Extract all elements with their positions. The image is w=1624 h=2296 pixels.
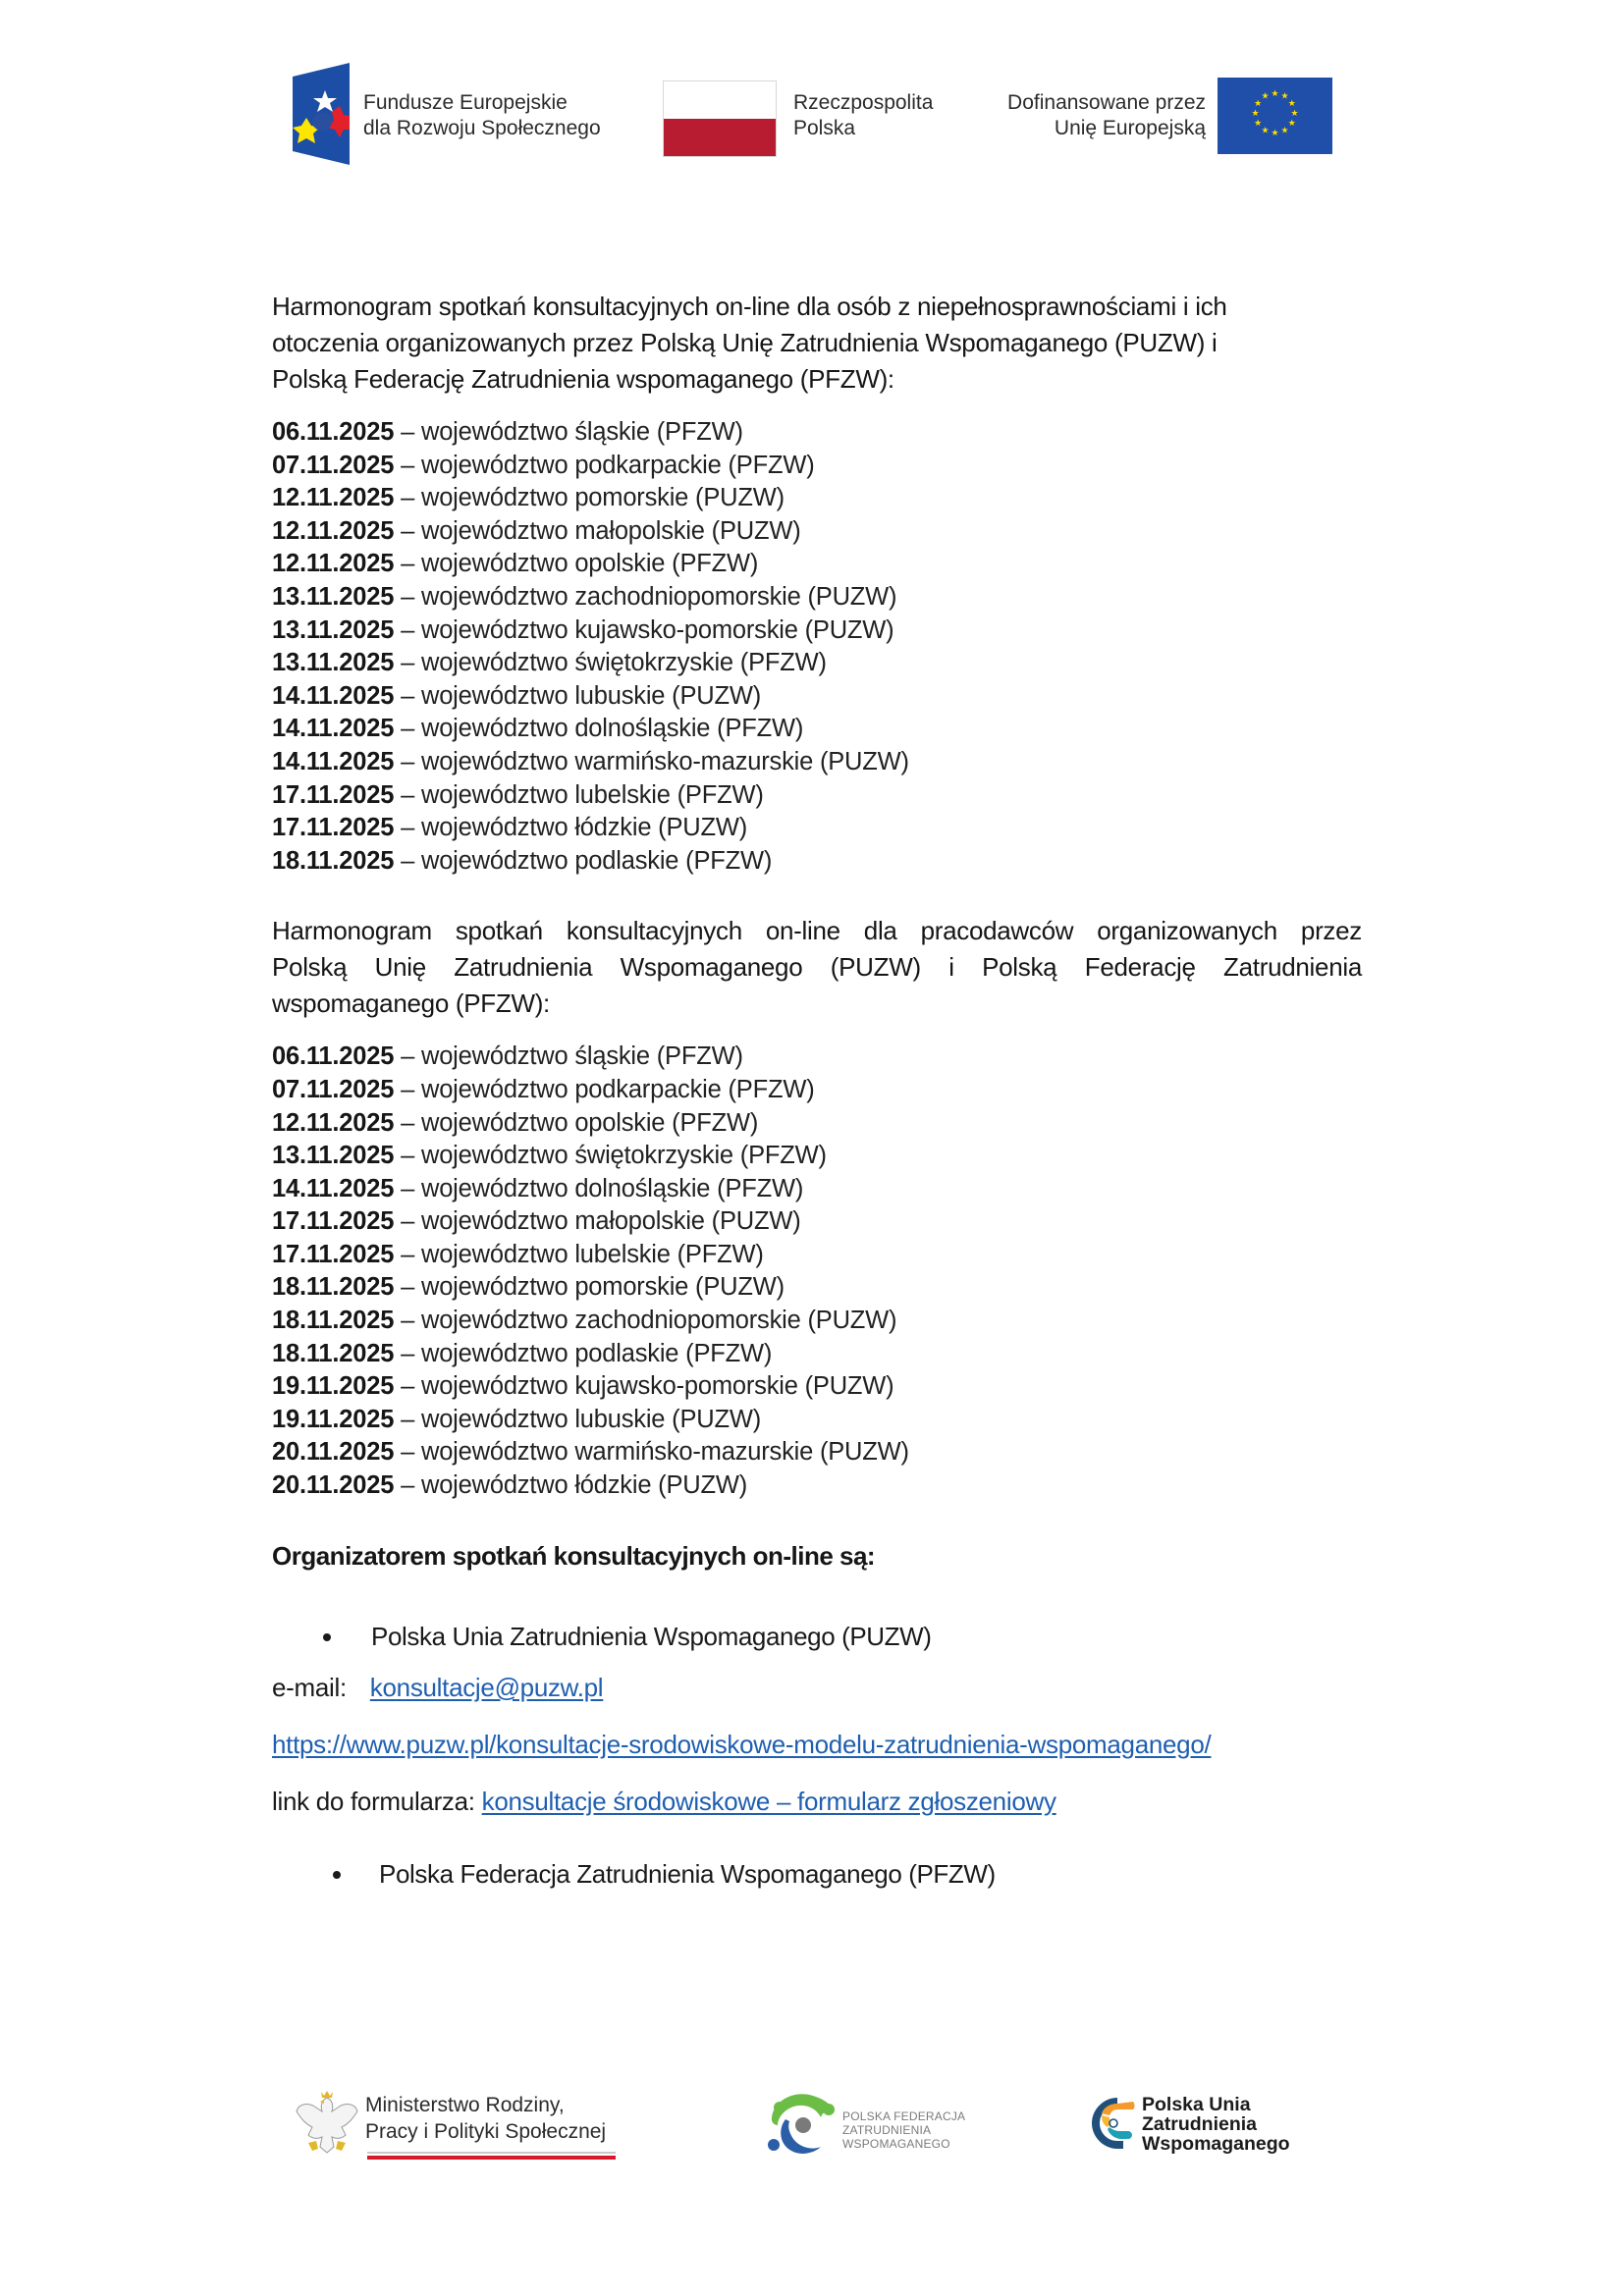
schedule-row: 06.11.2025 – województwo śląskie (PFZW) (272, 418, 743, 446)
svg-text:★: ★ (1280, 126, 1289, 136)
organizer-pfzw-name: Polska Federacja Zatrudnienia Wspomaganego (PFZW) (379, 1858, 996, 1889)
svg-text:★: ★ (1271, 89, 1279, 99)
schedule-row: 13.11.2025 – województwo świętokrzyskie (PFZW) (272, 649, 827, 677)
puzw-logo-icon (1090, 2096, 1141, 2151)
eu-cofinanced-text: Dofinansowane przez Unię Europejską (1007, 91, 1206, 139)
bullet-icon (323, 1633, 331, 1641)
bullet-icon (333, 1871, 341, 1879)
puzw-website-link[interactable]: https://www.puzw.pl/konsultacje-srodowiskowe-modelu-zatrudnienia-wspomaganego/ (272, 1729, 1212, 1759)
schedule-row: 07.11.2025 – województwo podkarpackie (PFZW) (272, 1075, 815, 1103)
organizer-pfzw-bullet (272, 1856, 1362, 1892)
schedule-row: 19.11.2025 – województwo kujawsko-pomorskie (PUZW) (272, 1372, 894, 1401)
svg-text:★: ★ (1290, 109, 1299, 119)
pfzw-logo-icon (764, 2090, 837, 2159)
svg-text:★: ★ (1251, 109, 1260, 119)
email-link[interactable]: konsultacje@puzw.pl (369, 1672, 604, 1702)
rzeczpospolita-polska-text: Rzeczpospolita Polska (793, 91, 934, 139)
svg-text:★: ★ (1280, 91, 1289, 102)
schedule-row: 14.11.2025 – województwo dolnośląskie (PFZW) (272, 715, 804, 743)
section1-heading: Harmonogram spotkań konsultacyjnych on-line dla osób z niepełnosprawnościami i ich otoczenia organizowanych przez Polską Unię Zatrudnienia Wspomaganego (PUZW) i Polską Federację Zatrudnienia wspomaganego (PFZW): (272, 292, 1227, 394)
ministry-red-bar (367, 2156, 616, 2160)
organizer-puzw-name: Polska Unia Zatrudnienia Wspomaganego (PUZW) (371, 1621, 932, 1651)
eu-flag-icon (1218, 78, 1332, 154)
footer-logo-bar (0, 2086, 1624, 2184)
schedule-row: 14.11.2025 – województwo warmińsko-mazurskie (PUZW) (272, 747, 909, 775)
form-line (272, 1784, 1362, 1819)
schedule-row: 12.11.2025 – województwo małopolskie (PUZW) (272, 516, 801, 545)
form-label: link do formularza: (272, 1786, 475, 1816)
schedule-row: 13.11.2025 – województwo zachodniopomorskie (PUZW) (272, 582, 897, 611)
schedule-row: 12.11.2025 – województwo opolskie (PFZW) (272, 550, 759, 578)
schedule-row: 06.11.2025 – województwo śląskie (PFZW) (272, 1042, 743, 1071)
url-line (272, 1727, 1362, 1762)
schedule-row: 14.11.2025 – województwo lubuskie (PUZW) (272, 681, 762, 710)
schedule-row: 18.11.2025 – województwo podlaskie (PFZW) (272, 1339, 773, 1367)
svg-text:★: ★ (1271, 129, 1279, 138)
schedule-row: 12.11.2025 – województwo opolskie (PFZW) (272, 1108, 759, 1137)
organizer-puzw-bullet (272, 1619, 1362, 1654)
fundusze-europejskie-logo-icon (293, 63, 350, 165)
schedule-row: 13.11.2025 – województwo świętokrzyskie (PFZW) (272, 1142, 827, 1170)
email-line (272, 1670, 1362, 1705)
svg-text:★: ★ (1254, 99, 1263, 109)
schedule-row: 13.11.2025 – województwo kujawsko-pomorskie (PUZW) (272, 615, 894, 644)
svg-text:★: ★ (1261, 91, 1270, 102)
puzw-logo-text: Polska Unia Zatrudnienia Wspomaganego (1142, 2094, 1290, 2155)
pfzw-logo-text: POLSKA FEDERACJA ZATRUDNIENIA WSPOMAGANEGO (842, 2109, 966, 2151)
fundusze-europejskie-text: Fundusze Europejskie dla Rozwoju Społecznego (363, 91, 601, 139)
schedule-row: 14.11.2025 – województwo dolnośląskie (PFZW) (272, 1174, 804, 1202)
schedule-row: 18.11.2025 – województwo pomorskie (PUZW) (272, 1273, 785, 1302)
organizers-heading: Organizatorem spotkań konsultacyjnych on-line są: (272, 1540, 876, 1571)
form-link[interactable]: konsultacje środowiskowe – formularz zgłoszeniowy (481, 1786, 1056, 1816)
schedule-row: 12.11.2025 – województwo pomorskie (PUZW) (272, 484, 785, 512)
schedule-row: 18.11.2025 – województwo podlaskie (PFZW) (272, 846, 773, 875)
ministry-family-labour-text: Ministerstwo Rodziny, Pracy i Polityki Społecznej (365, 2094, 607, 2143)
ministry-grey-bar (367, 2152, 616, 2154)
svg-text:★: ★ (1287, 119, 1296, 129)
schedule-row: 20.11.2025 – województwo łódzkie (PUZW) (272, 1471, 748, 1500)
schedule-row: 17.11.2025 – województwo małopolskie (PUZW) (272, 1207, 801, 1236)
schedule-row: 18.11.2025 – województwo zachodniopomorskie (PUZW) (272, 1307, 897, 1335)
section2-heading: Harmonogram spotkań konsultacyjnych on-line dla pracodawców organizowanych przez Polską Unię Zatrudnienia Wspomaganego (PUZW) i Polską Federację Zatrudnienia wspomaganego (PFZW): (272, 916, 1362, 1019)
section1-schedule-list (272, 416, 1362, 878)
polish-eagle-emblem-icon (295, 2088, 359, 2161)
document-body (272, 289, 1362, 1892)
svg-text:★: ★ (1287, 99, 1296, 109)
header-logo-bar (0, 61, 1624, 169)
svg-text:★: ★ (1254, 119, 1263, 129)
schedule-row: 17.11.2025 – województwo łódzkie (PUZW) (272, 814, 748, 842)
svg-text:★: ★ (1261, 126, 1270, 136)
section2-schedule-list (272, 1041, 1362, 1502)
schedule-row: 19.11.2025 – województwo lubuskie (PUZW) (272, 1405, 762, 1433)
schedule-row: 20.11.2025 – województwo warmińsko-mazurskie (PUZW) (272, 1438, 909, 1467)
email-label: e-mail: (272, 1672, 347, 1702)
polish-flag-icon (663, 80, 777, 157)
schedule-row: 17.11.2025 – województwo lubelskie (PFZW) (272, 1240, 764, 1268)
schedule-row: 17.11.2025 – województwo lubelskie (PFZW) (272, 780, 764, 809)
schedule-row: 07.11.2025 – województwo podkarpackie (PFZW) (272, 451, 815, 479)
